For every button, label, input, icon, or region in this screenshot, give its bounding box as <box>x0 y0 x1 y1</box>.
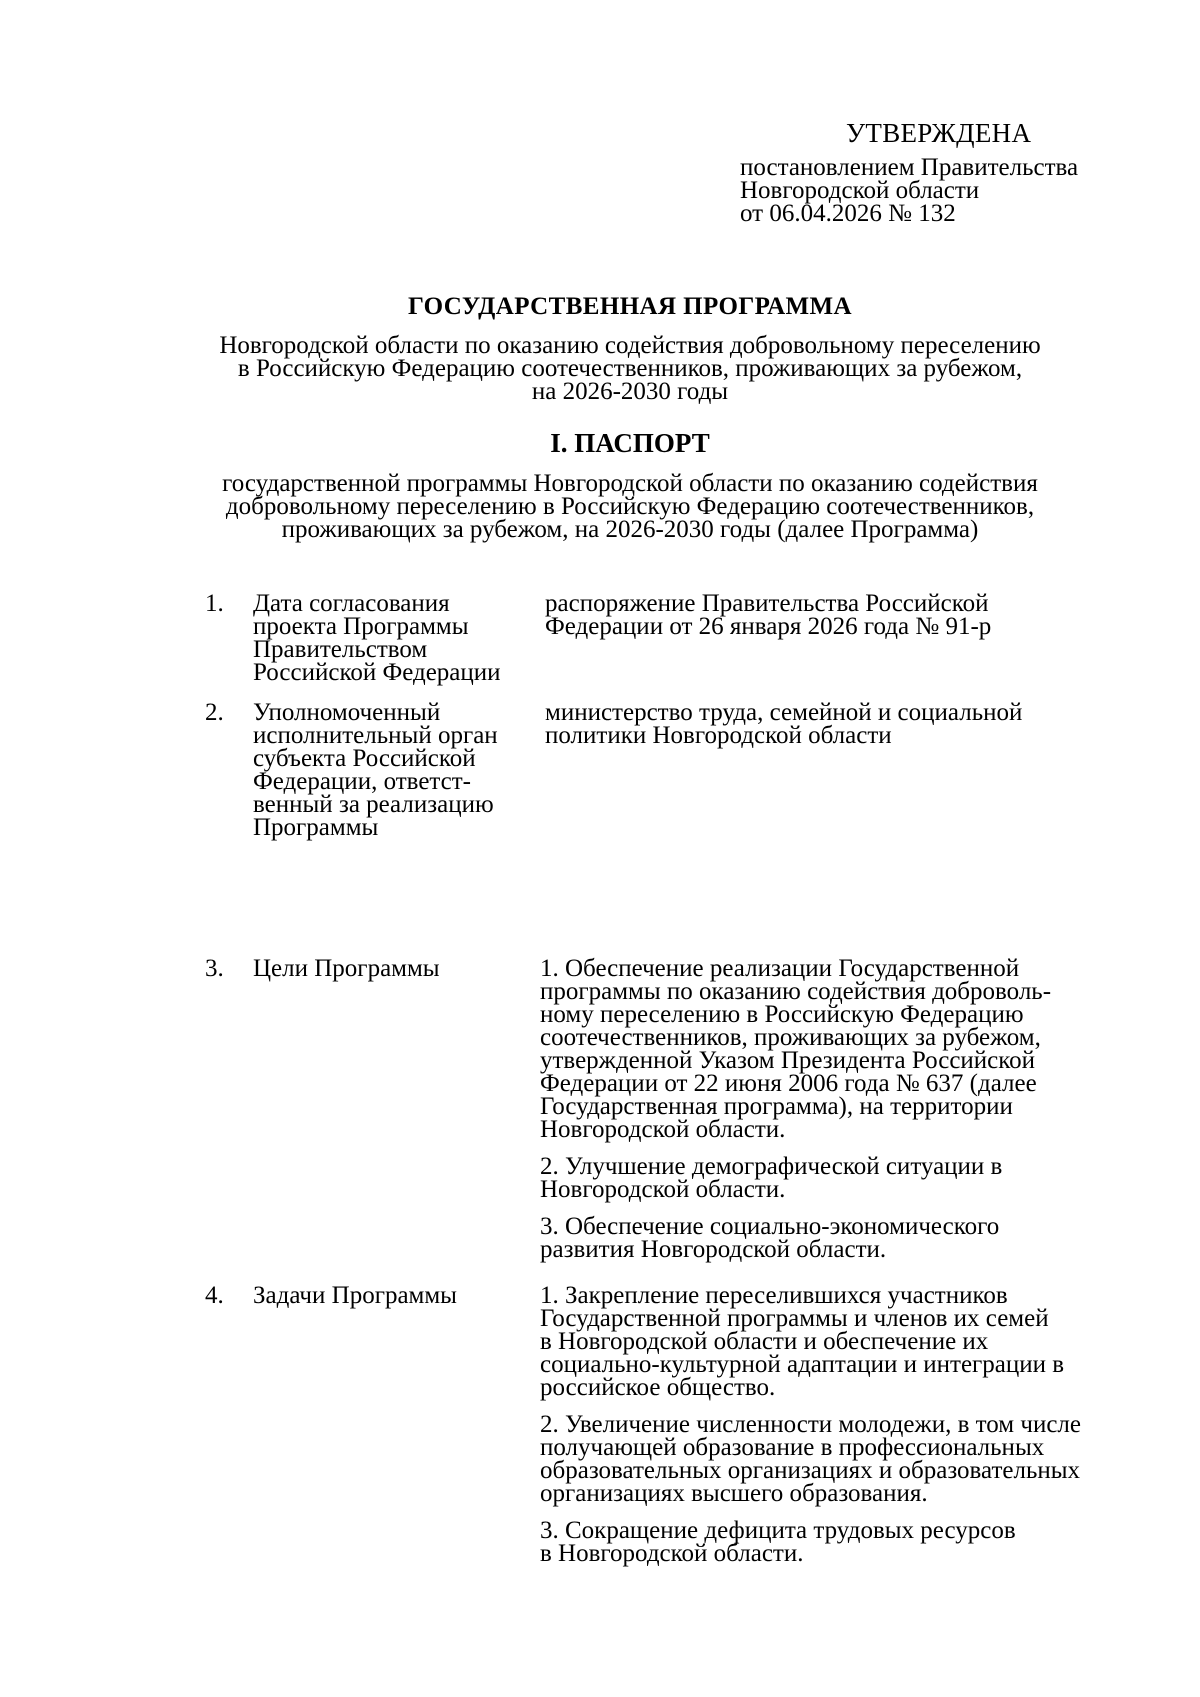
approval-line: от 06.04.2026 № 132 <box>740 200 956 227</box>
value-line: программы по оказанию содействия доброволь- <box>540 978 1052 1005</box>
passport-subtitle-line: добровольному переселению в Российскую Федерацию соотечественников, <box>225 493 1035 520</box>
row-label-line: венный за реализацию <box>253 791 494 818</box>
value-line: российское общество. <box>540 1374 776 1401</box>
row-number: 2. <box>205 699 224 726</box>
approval-line: постановлением Правительства <box>740 154 1079 181</box>
row-label <box>253 957 538 980</box>
row-label-line: Уполномоченный <box>253 699 441 726</box>
value-line: ному переселению в Российскую Федерацию <box>540 1001 1024 1028</box>
row-value <box>540 1284 1140 1579</box>
value-paragraph <box>545 592 1145 638</box>
value-line: утвержденной Указом Президента Российской <box>540 1047 1036 1074</box>
value-line: Новгородской области. <box>540 1176 786 1203</box>
value-line: Государственной программы и членов их семей <box>540 1305 1049 1332</box>
value-paragraph <box>540 1413 1140 1505</box>
row-value <box>545 592 1145 652</box>
value-line: политики Новгородской области <box>545 722 892 749</box>
passport-heading: I. ПАСПОРТ <box>550 428 710 458</box>
row-label-line: Российской Федерации <box>253 659 501 686</box>
value-line: Государственная программа), на территории <box>540 1093 1013 1120</box>
value-paragraph <box>540 1215 1140 1261</box>
row-label-line: Дата согласования <box>253 590 450 617</box>
approval-heading: УТВЕРЖДЕНА <box>846 118 1032 148</box>
row-label-line: проекта Программы <box>253 613 469 640</box>
program-subtitle-line: на 2026-2030 годы <box>531 378 729 405</box>
passport-subtitle-line: проживающих за рубежом, на 2026-2030 годы (далее Программа) <box>281 516 979 543</box>
row-label-line: Федерации, ответст- <box>253 768 471 795</box>
value-line: распоряжение Правительства Российской <box>545 590 989 617</box>
row-label-line: Правительством <box>253 636 428 663</box>
value-line: 2. Улучшение демографической ситуации в <box>540 1153 1003 1180</box>
row-label-line: Задачи Программы <box>253 1282 457 1309</box>
value-line: 3. Обеспечение социально-экономического <box>540 1213 1000 1240</box>
value-line: 1. Закрепление переселившихся участников <box>540 1282 1008 1309</box>
value-line: Новгородской области. <box>540 1116 786 1143</box>
row-value <box>545 701 1145 761</box>
row-label <box>253 592 538 684</box>
value-line: 3. Сокращение дефицита трудовых ресурсов <box>540 1517 1016 1544</box>
program-subtitle-line: в Российскую Федерацию соотечественников, проживающих за рубежом, <box>237 355 1023 382</box>
value-line: Федерации от 22 июня 2006 года № 637 (далее <box>540 1070 1037 1097</box>
value-line: 2. Увеличение численности молодежи, в том числе <box>540 1411 1081 1438</box>
program-title: ГОСУДАРСТВЕННАЯ ПРОГРАММА <box>407 293 853 320</box>
row-label-line: Программы <box>253 814 379 841</box>
program-subtitle <box>170 334 1090 403</box>
value-line: соотечественников, проживающих за рубежом, <box>540 1024 1041 1051</box>
value-line: организациях высшего образования. <box>540 1480 928 1507</box>
value-line: министерство труда, семейной и социальной <box>545 699 1023 726</box>
value-line: в Новгородской области. <box>540 1540 804 1567</box>
row-number: 3. <box>205 955 224 982</box>
row-label-line: субъекта Российской <box>253 745 476 772</box>
row-label-line: исполнительный орган <box>253 722 498 749</box>
approval-line: Новгородской области <box>740 177 980 204</box>
value-line: получающей образование в профессиональных <box>540 1434 1045 1461</box>
value-paragraph <box>540 1519 1140 1565</box>
value-line: Федерации от 26 января 2026 года № 91-р <box>545 613 992 640</box>
row-label <box>253 701 538 839</box>
value-line: социально-культурной адаптации и интеграции в <box>540 1351 1065 1378</box>
value-paragraph <box>545 701 1145 747</box>
value-line: 1. Обеспечение реализации Государственной <box>540 955 1020 982</box>
approval-block <box>740 118 1170 225</box>
row-number: 4. <box>205 1282 224 1309</box>
value-paragraph <box>540 1155 1140 1201</box>
row-label <box>253 1284 538 1307</box>
program-subtitle-line: Новгородской области по оказанию содействия добровольному переселению <box>219 332 1041 359</box>
row-label-line: Цели Программы <box>253 955 440 982</box>
passport-subtitle <box>170 472 1090 541</box>
value-paragraph <box>540 1284 1140 1399</box>
value-line: образовательных организациях и образовательных <box>540 1457 1081 1484</box>
value-line: в Новгородской области и обеспечение их <box>540 1328 989 1355</box>
value-line: развития Новгородской области. <box>540 1236 887 1263</box>
row-number: 1. <box>205 590 224 617</box>
passport-subtitle-line: государственной программы Новгородской области по оказанию содействия <box>222 470 1038 497</box>
value-paragraph <box>540 957 1140 1141</box>
row-value <box>540 957 1140 1275</box>
